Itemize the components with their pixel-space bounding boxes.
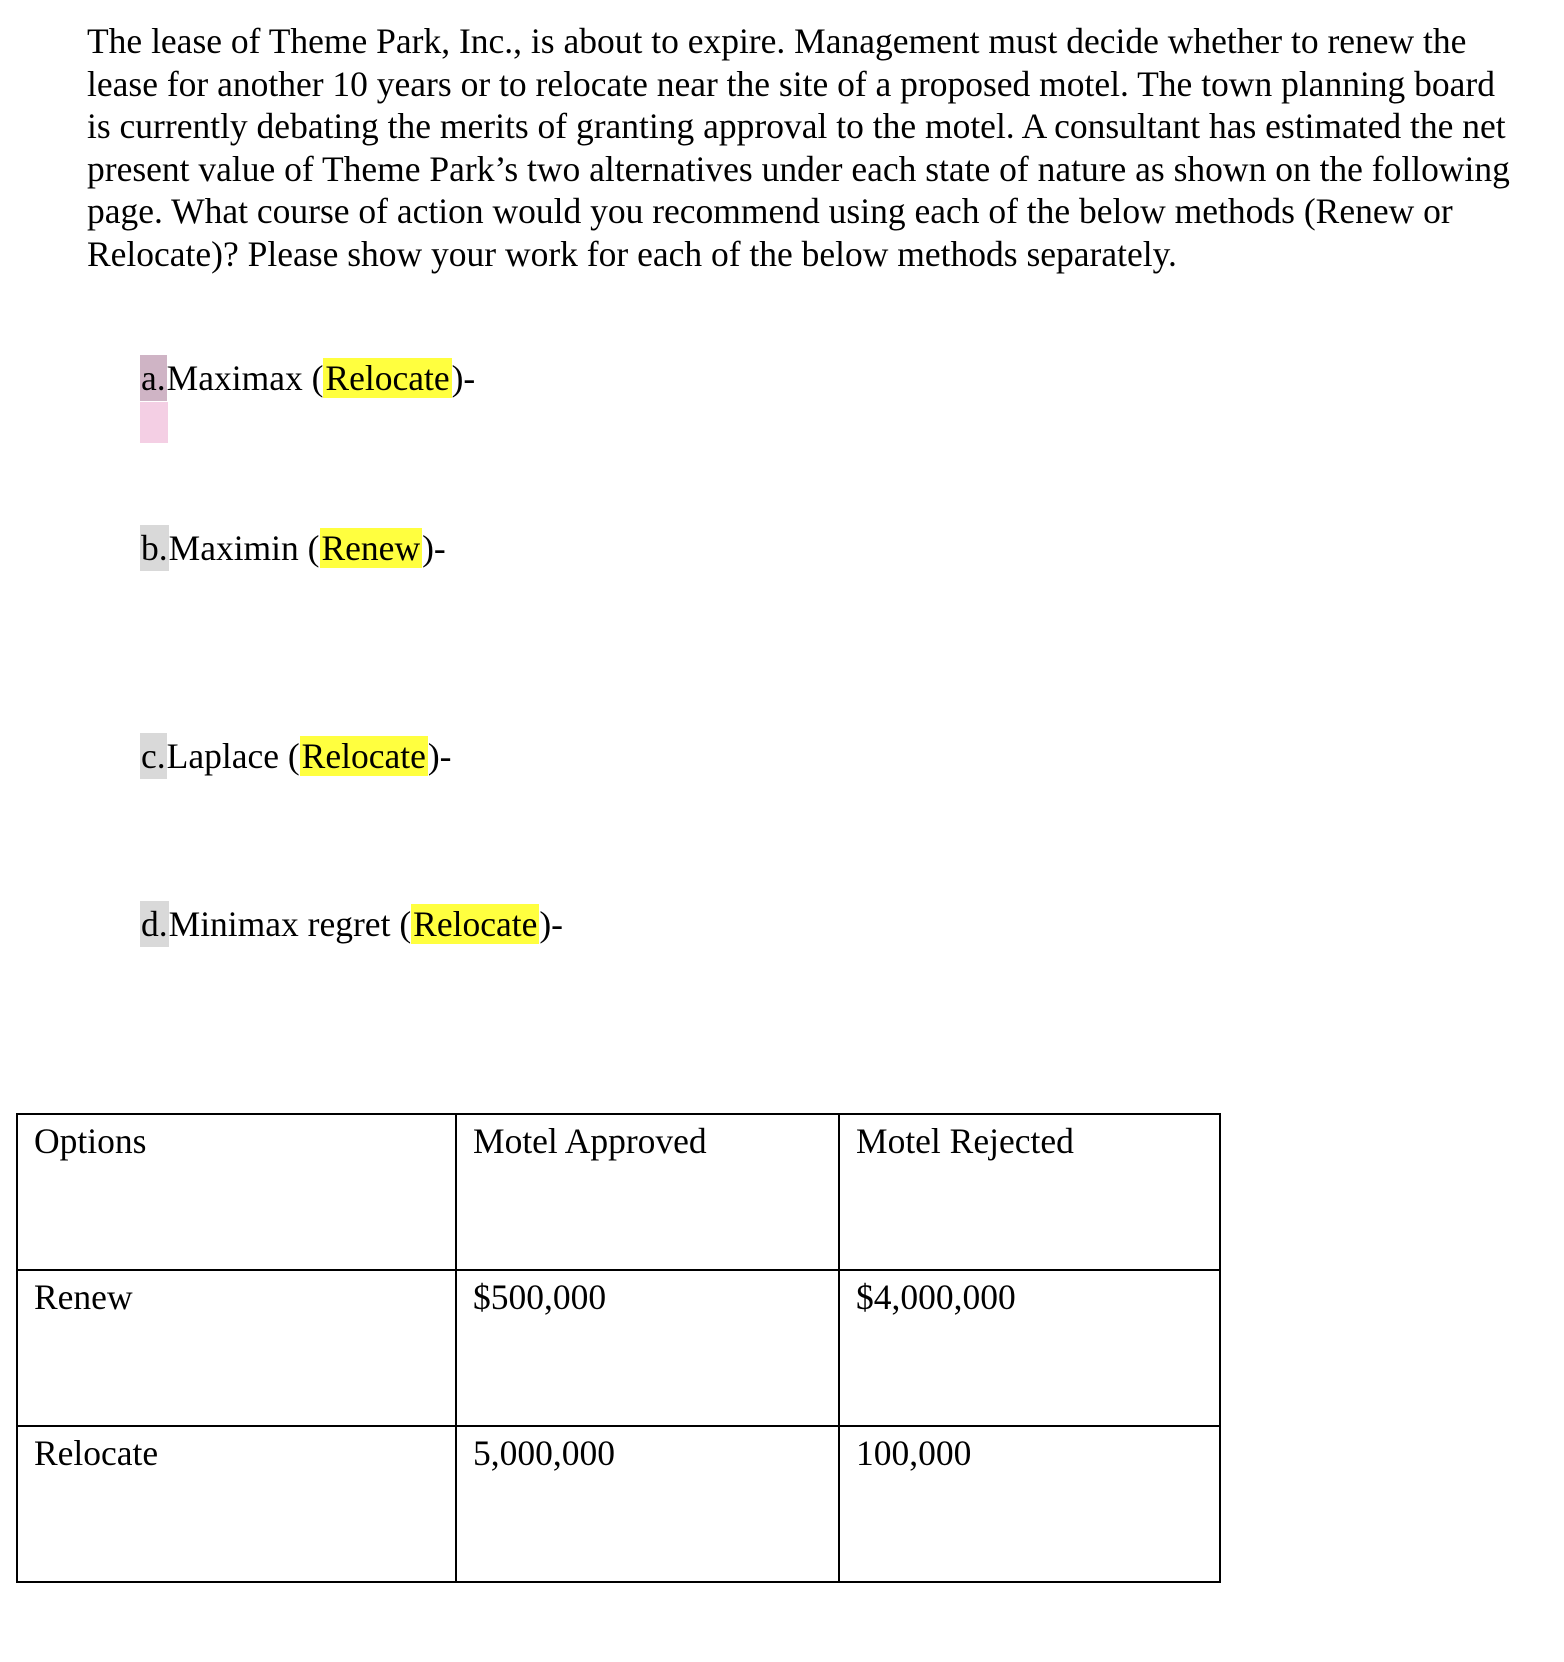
row-relocate-label: Relocate <box>17 1426 456 1582</box>
method-b-letter: b. <box>140 525 169 571</box>
row-relocate-approved: 5,000,000 <box>456 1426 839 1582</box>
method-a-name: Maximax <box>166 358 303 398</box>
row-renew-rejected: $4,000,000 <box>839 1270 1220 1426</box>
method-d: d.Minimax regret (Relocate)- <box>140 901 563 947</box>
method-c-letter: c. <box>140 733 167 779</box>
highlight-mark <box>140 402 168 443</box>
method-b: b.Maximin (Renew)- <box>140 525 446 571</box>
method-b-suffix: )- <box>422 528 446 568</box>
question-text: The lease of Theme Park, Inc., is about to expire. Management must decide whether to renew the lease for another 10 years or to relocate near the site of a proposed motel. The town planning board is currently debating the merits of granting approval to the motel. A consultant has estimated the net present value of Theme Park’s two alternatives under each state of nature as shown on the following page. What course of action would you recommend using each of the below methods (Renew or Relocate)? Please show your work for each of the below methods separately. <box>87 21 1510 274</box>
table-row <box>17 1270 1220 1426</box>
header-options: Options <box>17 1114 456 1270</box>
method-d-letter: d. <box>140 901 169 947</box>
header-motel-approved: Motel Approved <box>456 1114 839 1270</box>
method-a-answer: Relocate <box>325 358 450 398</box>
method-a: a.Maximax (Relocate)- <box>140 355 475 401</box>
header-motel-rejected: Motel Rejected <box>839 1114 1220 1270</box>
payoff-table <box>16 1113 1221 1583</box>
row-relocate-rejected: 100,000 <box>839 1426 1220 1582</box>
method-b-answer: Renew <box>321 528 421 568</box>
method-c-name: Laplace <box>166 736 279 776</box>
method-a-suffix: )- <box>451 358 476 398</box>
method-b-name: Maximin <box>168 528 299 568</box>
method-a-letter: a. <box>140 355 167 401</box>
method-c: c.Laplace (Relocate)- <box>140 733 452 779</box>
table-header-row <box>17 1114 1220 1270</box>
method-d-suffix: )- <box>539 904 563 944</box>
row-renew-approved: $500,000 <box>456 1270 839 1426</box>
method-d-answer: Relocate <box>413 904 538 944</box>
method-d-name: Minimax regret <box>168 904 391 944</box>
table-row <box>17 1426 1220 1582</box>
row-renew-label: Renew <box>17 1270 456 1426</box>
method-c-suffix: )- <box>427 736 452 776</box>
method-c-answer: Relocate <box>301 736 426 776</box>
